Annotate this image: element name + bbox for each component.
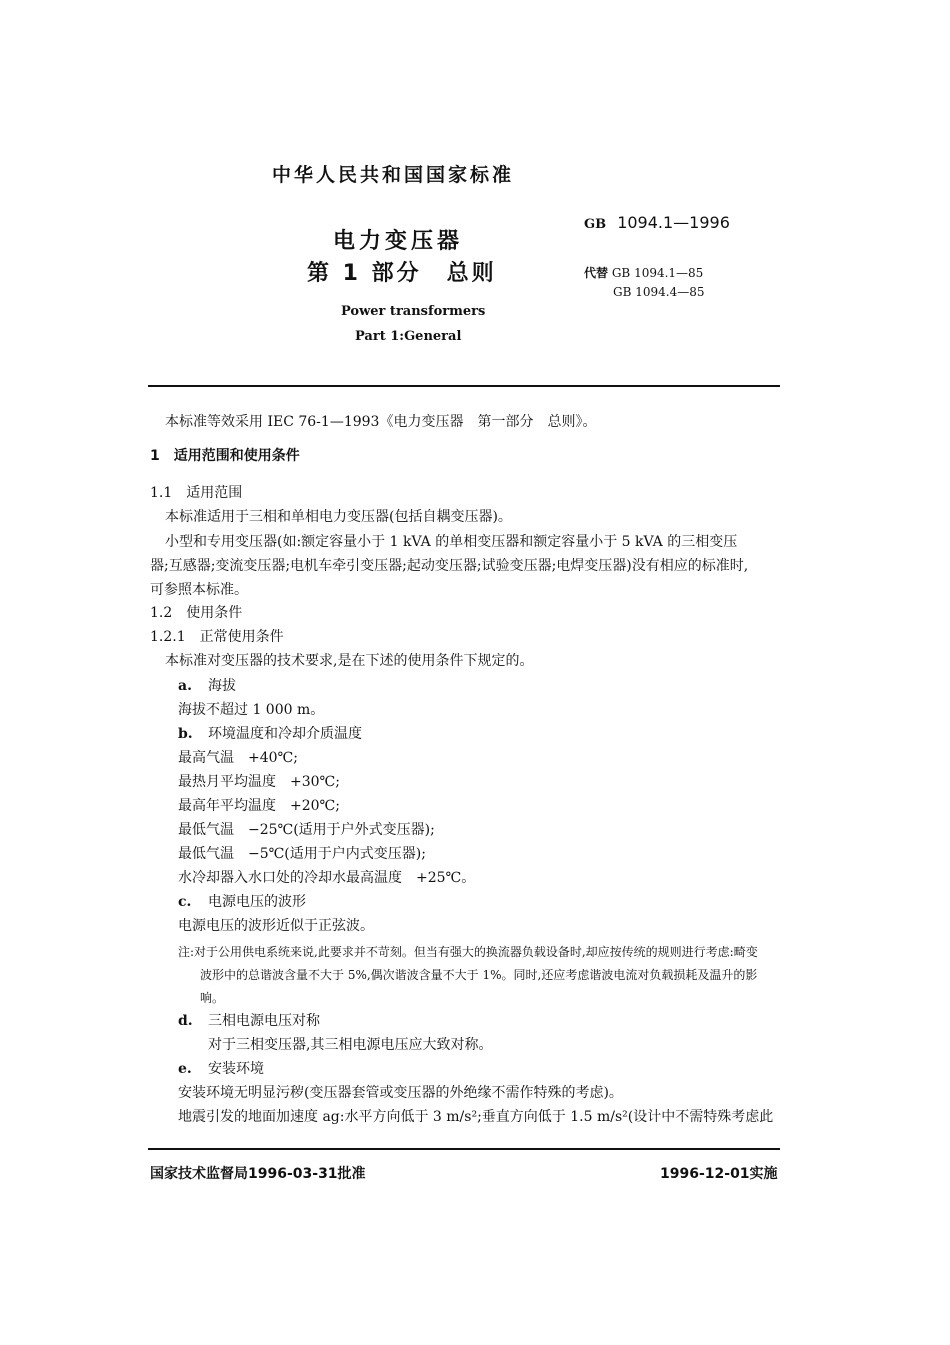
item-a <box>178 675 236 695</box>
footer-implement: 1996-12-01实施 <box>660 1166 778 1182</box>
section-1-heading: 1 适用范围和使用条件 <box>150 448 300 464</box>
item-d <box>178 1010 320 1030</box>
item-a-title: 海拔 <box>208 678 236 694</box>
item-c-title: 电源电压的波形 <box>208 894 306 910</box>
item-b-line6: 水冷却器入水口处的冷却水最高温度 +25℃。 <box>178 870 476 886</box>
replaces-line1 <box>584 264 703 281</box>
intro-text: 本标准等效采用 IEC 76-1—1993《电力变压器 第一部分 总则》。 <box>165 414 597 430</box>
std-number: 1094.1—1996 <box>617 213 730 232</box>
item-c-text: 电源电压的波形近似于正弦波。 <box>178 918 374 934</box>
section-1-2-1-p1: 本标准对变压器的技术要求,是在下述的使用条件下规定的。 <box>165 653 534 669</box>
replaces-label: 代替 <box>584 266 609 280</box>
item-c-label: c. <box>178 894 192 910</box>
header-divider <box>148 385 780 387</box>
section-1-1-p2-l1: 小型和专用变压器(如:额定容量小于 1 kVA 的单相变压器和额定容量小于 5 kVA 的三相变压 <box>165 534 738 550</box>
footer-approval: 国家技术监督局1996-03-31批准 <box>150 1166 366 1182</box>
item-b-title: 环境温度和冷却介质温度 <box>208 726 362 742</box>
item-c <box>178 891 306 911</box>
item-b-line4: 最低气温 −25℃(适用于户外式变压器); <box>178 822 435 838</box>
replaces-2: GB 1094.4—85 <box>613 285 705 299</box>
section-1-2-1-heading: 1.2.1 正常使用条件 <box>150 629 284 645</box>
item-b-line3: 最高年平均温度 +20℃; <box>178 798 340 814</box>
note-line2: 波形中的总谐波含量不大于 5%,偶次谐波含量不大于 1%。同时,还应考虑谐波电流对负载损耗及温升的影 <box>200 968 758 982</box>
item-e-text1: 安装环境无明显污秽(变压器套管或变压器的外绝缘不需作特殊的考虑)。 <box>178 1085 623 1101</box>
item-a-label: a. <box>178 678 192 694</box>
item-d-label: d. <box>178 1013 193 1029</box>
title-en-line2: Part 1:General <box>355 329 462 344</box>
standard-number <box>584 213 730 232</box>
item-b-line2: 最热月平均温度 +30℃; <box>178 774 340 790</box>
footer-divider <box>148 1148 780 1150</box>
title-cn-line2: 第 1 部分 总则 <box>307 261 497 286</box>
item-d-text: 对于三相变压器,其三相电源电压应大致对称。 <box>208 1037 493 1053</box>
section-1-2-heading: 1.2 使用条件 <box>150 605 243 621</box>
note-line1: 注:对于公用供电系统来说,此要求并不苛刻。但当有强大的换流器负载设备时,却应按传统的规则进行考虑:畸变 <box>178 945 758 959</box>
section-1-1-p2-l3: 可参照本标准。 <box>150 582 248 598</box>
item-b-line5: 最低气温 −5℃(适用于户内式变压器); <box>178 846 426 862</box>
section-1-1-p2-l2: 器;互感器;变流变压器;电机车牵引变压器;起动变压器;试验变压器;电焊变压器)没有相应的标准时, <box>150 558 749 574</box>
item-e <box>178 1058 264 1078</box>
item-b-label: b. <box>178 726 193 742</box>
note-line3: 响。 <box>200 991 225 1005</box>
item-b-line1: 最高气温 +40℃; <box>178 750 298 766</box>
item-e-label: e. <box>178 1061 192 1077</box>
section-1-1-heading: 1.1 适用范围 <box>150 485 243 501</box>
title-en-line1: Power transformers <box>341 304 486 319</box>
section-1-1-p1: 本标准适用于三相和单相电力变压器(包括自耦变压器)。 <box>165 509 512 525</box>
item-e-title: 安装环境 <box>208 1061 264 1077</box>
item-d-title: 三相电源电压对称 <box>208 1013 320 1029</box>
item-a-text: 海拔不超过 1 000 m。 <box>178 702 325 718</box>
item-e-text2: 地震引发的地面加速度 ag:水平方向低于 3 m/s²;垂直方向低于 1.5 m/s²(设计中不需特殊考虑此 <box>178 1109 774 1125</box>
national-standard-title: 中华人民共和国国家标准 <box>272 164 515 186</box>
title-cn-line1: 电力变压器 <box>333 229 464 254</box>
std-prefix: GB <box>584 217 607 232</box>
item-b <box>178 723 362 743</box>
replaces-1: GB 1094.1—85 <box>611 266 704 280</box>
